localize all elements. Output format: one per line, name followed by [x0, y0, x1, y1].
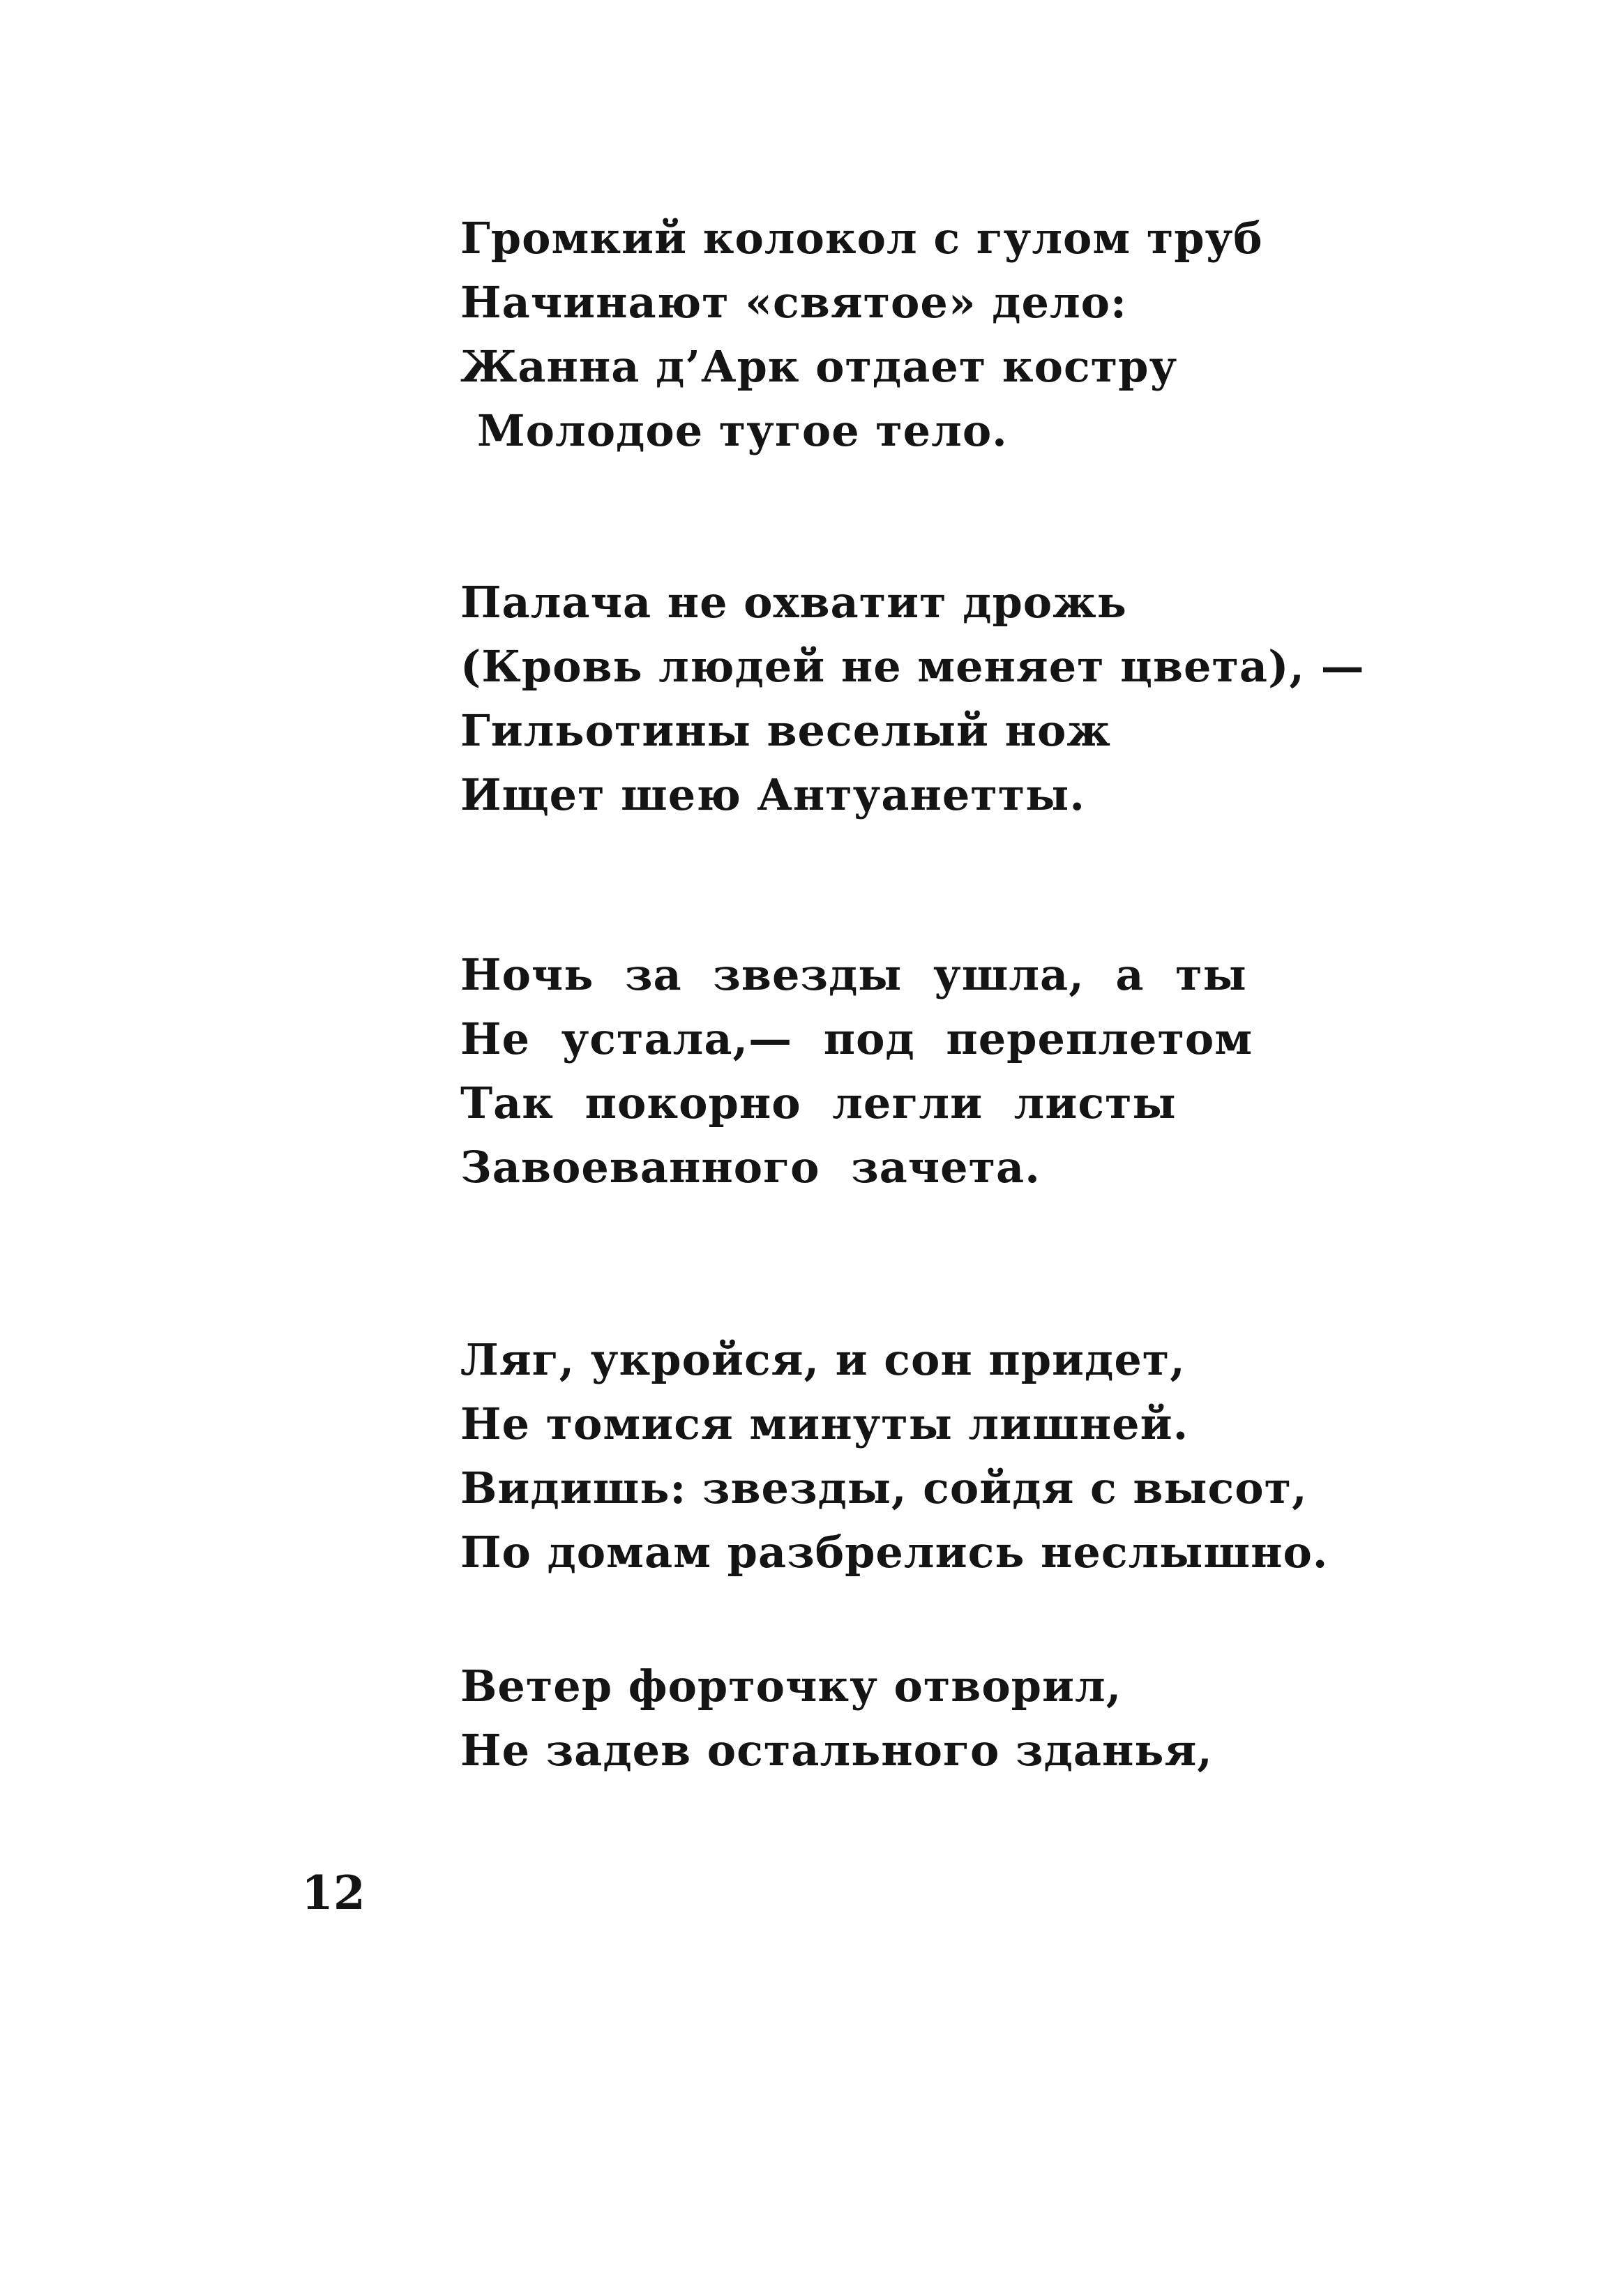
verse-line: Начинают «святое» дело:	[460, 277, 1127, 328]
verse-line: Не устала,— под переплетом	[460, 1013, 1253, 1064]
verse-line: Ищет шею Антуанетты.	[460, 769, 1085, 820]
verse-line: (Кровь людей не меняет цвета), —	[460, 641, 1365, 692]
stanza	[460, 206, 1507, 463]
verse-line: Так покорно легли листы	[460, 1078, 1177, 1128]
stanza	[460, 943, 1507, 1200]
stanza	[460, 1654, 1507, 1783]
verse-line: Гильотины веселый нож	[460, 705, 1111, 756]
verse-line: Не томися минуты лишней.	[460, 1398, 1189, 1449]
verse-line: Ночь за звезды ушла, а ты	[460, 949, 1247, 1000]
verse-line: Ляг, укройся, и сон придет,	[460, 1334, 1186, 1385]
verse-line: Жанна д’Арк отдает костру	[460, 341, 1178, 392]
stanza	[460, 571, 1507, 827]
verse-line: Не задев остального зданья,	[460, 1725, 1213, 1776]
page-number: 12	[301, 1866, 365, 1920]
verse-line: Громкий колокол с гулом труб	[460, 213, 1263, 264]
verse-line: Молодое тугое тело.	[477, 405, 1008, 456]
verse-line: Ветер форточку отворил,	[460, 1661, 1122, 1712]
verse-line: Завоеванного зачета.	[460, 1142, 1041, 1193]
verse-line: Палача не охватит дрожь	[460, 577, 1127, 628]
verse-line: По домам разбрелись неслышно.	[460, 1527, 1329, 1578]
verse-line: Видишь: звезды, сойдя с высот,	[460, 1463, 1308, 1513]
stanza	[460, 1328, 1507, 1585]
